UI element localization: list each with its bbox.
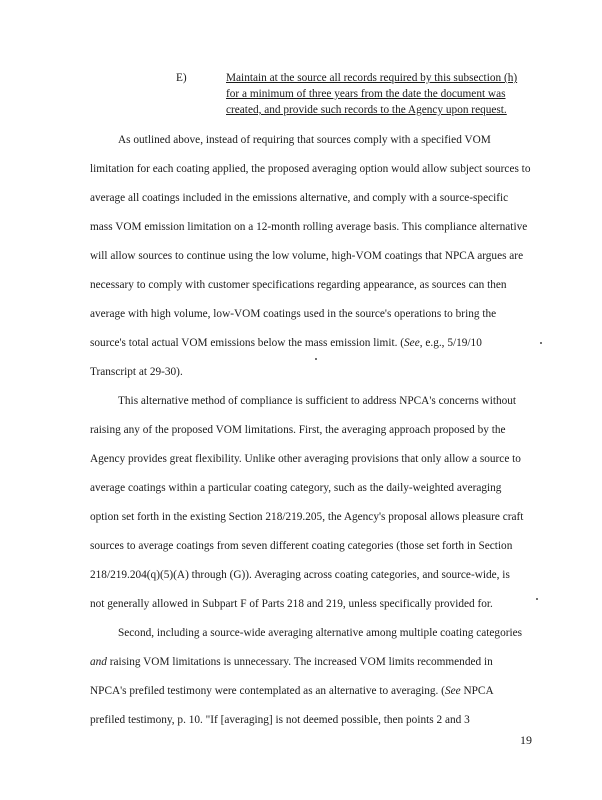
paragraph-line: average with high volume, low-VOM coatings used in the source's operations to bring the bbox=[90, 308, 497, 320]
scan-speck bbox=[536, 598, 538, 600]
paragraph-line: raising any of the proposed VOM limitations. First, the averaging approach proposed by the bbox=[90, 424, 506, 436]
list-item-line: Maintain at the source all records required by this subsection (h) bbox=[226, 72, 518, 84]
paragraph-line: This alternative method of compliance is sufficient to address NPCA's concerns without bbox=[118, 395, 517, 407]
list-item-line: for a minimum of three years from the date the document was bbox=[226, 88, 506, 100]
scan-speck bbox=[540, 342, 542, 344]
paragraph-line: not generally allowed in Subpart F of Parts 218 and 219, unless specifically provided for. bbox=[90, 598, 493, 610]
paragraph-line: limitation for each coating applied, the proposed averaging option would allow subject sources to bbox=[90, 163, 531, 175]
paragraph-line: necessary to comply with customer specifications regarding appearance, as sources can then bbox=[90, 279, 507, 291]
list-item-letter: E) bbox=[176, 72, 187, 84]
list-item-line: created, and provide such records to the Agency upon request. bbox=[226, 104, 507, 116]
paragraph-line: As outlined above, instead of requiring that sources comply with a specified VOM bbox=[118, 134, 491, 146]
paragraph-line: sources to average coatings from seven different coating categories (those set forth in Section bbox=[90, 540, 513, 552]
paragraph-line: 218/219.204(q)(5)(A) through (G)). Averaging across coating categories, and source-wide, is bbox=[90, 569, 510, 581]
paragraph-line: and raising VOM limitations is unnecessary. The increased VOM limits recommended in bbox=[90, 656, 493, 668]
page-number: 19 bbox=[520, 733, 532, 747]
paragraph-line: prefiled testimony, p. 10. "If [averaging] is not deemed possible, then points 2 and 3 bbox=[90, 714, 470, 726]
paragraph-line: will allow sources to continue using the low volume, high-VOM coatings that NPCA argues are bbox=[90, 250, 524, 262]
paragraph-line: average coatings within a particular coating category, such as the daily-weighted averaging bbox=[90, 482, 502, 494]
paragraph-line: source's total actual VOM emissions below the mass emission limit. (See, e.g., 5/19/10 bbox=[90, 337, 482, 349]
list-item-text bbox=[226, 70, 536, 118]
paragraph-line: NPCA's prefiled testimony were contemplated as an alternative to averaging. (See NPCA bbox=[90, 685, 494, 697]
paragraph-line: Transcript at 29-30). bbox=[90, 366, 183, 378]
paragraph-line: average all coatings included in the emissions alternative, and comply with a source-specific bbox=[90, 192, 509, 204]
paragraph-line: option set forth in the existing Section 218/219.205, the Agency's proposal allows pleasure craft bbox=[90, 511, 524, 523]
paragraph-line: mass VOM emission limitation on a 12-month rolling average basis. This compliance alternative bbox=[90, 221, 528, 233]
paragraph-line: Agency provides great flexibility. Unlike other averaging provisions that only allow a source to bbox=[90, 453, 521, 465]
paragraph-line: Second, including a source-wide averaging alternative among multiple coating categories bbox=[118, 627, 523, 639]
scan-speck bbox=[315, 358, 317, 360]
